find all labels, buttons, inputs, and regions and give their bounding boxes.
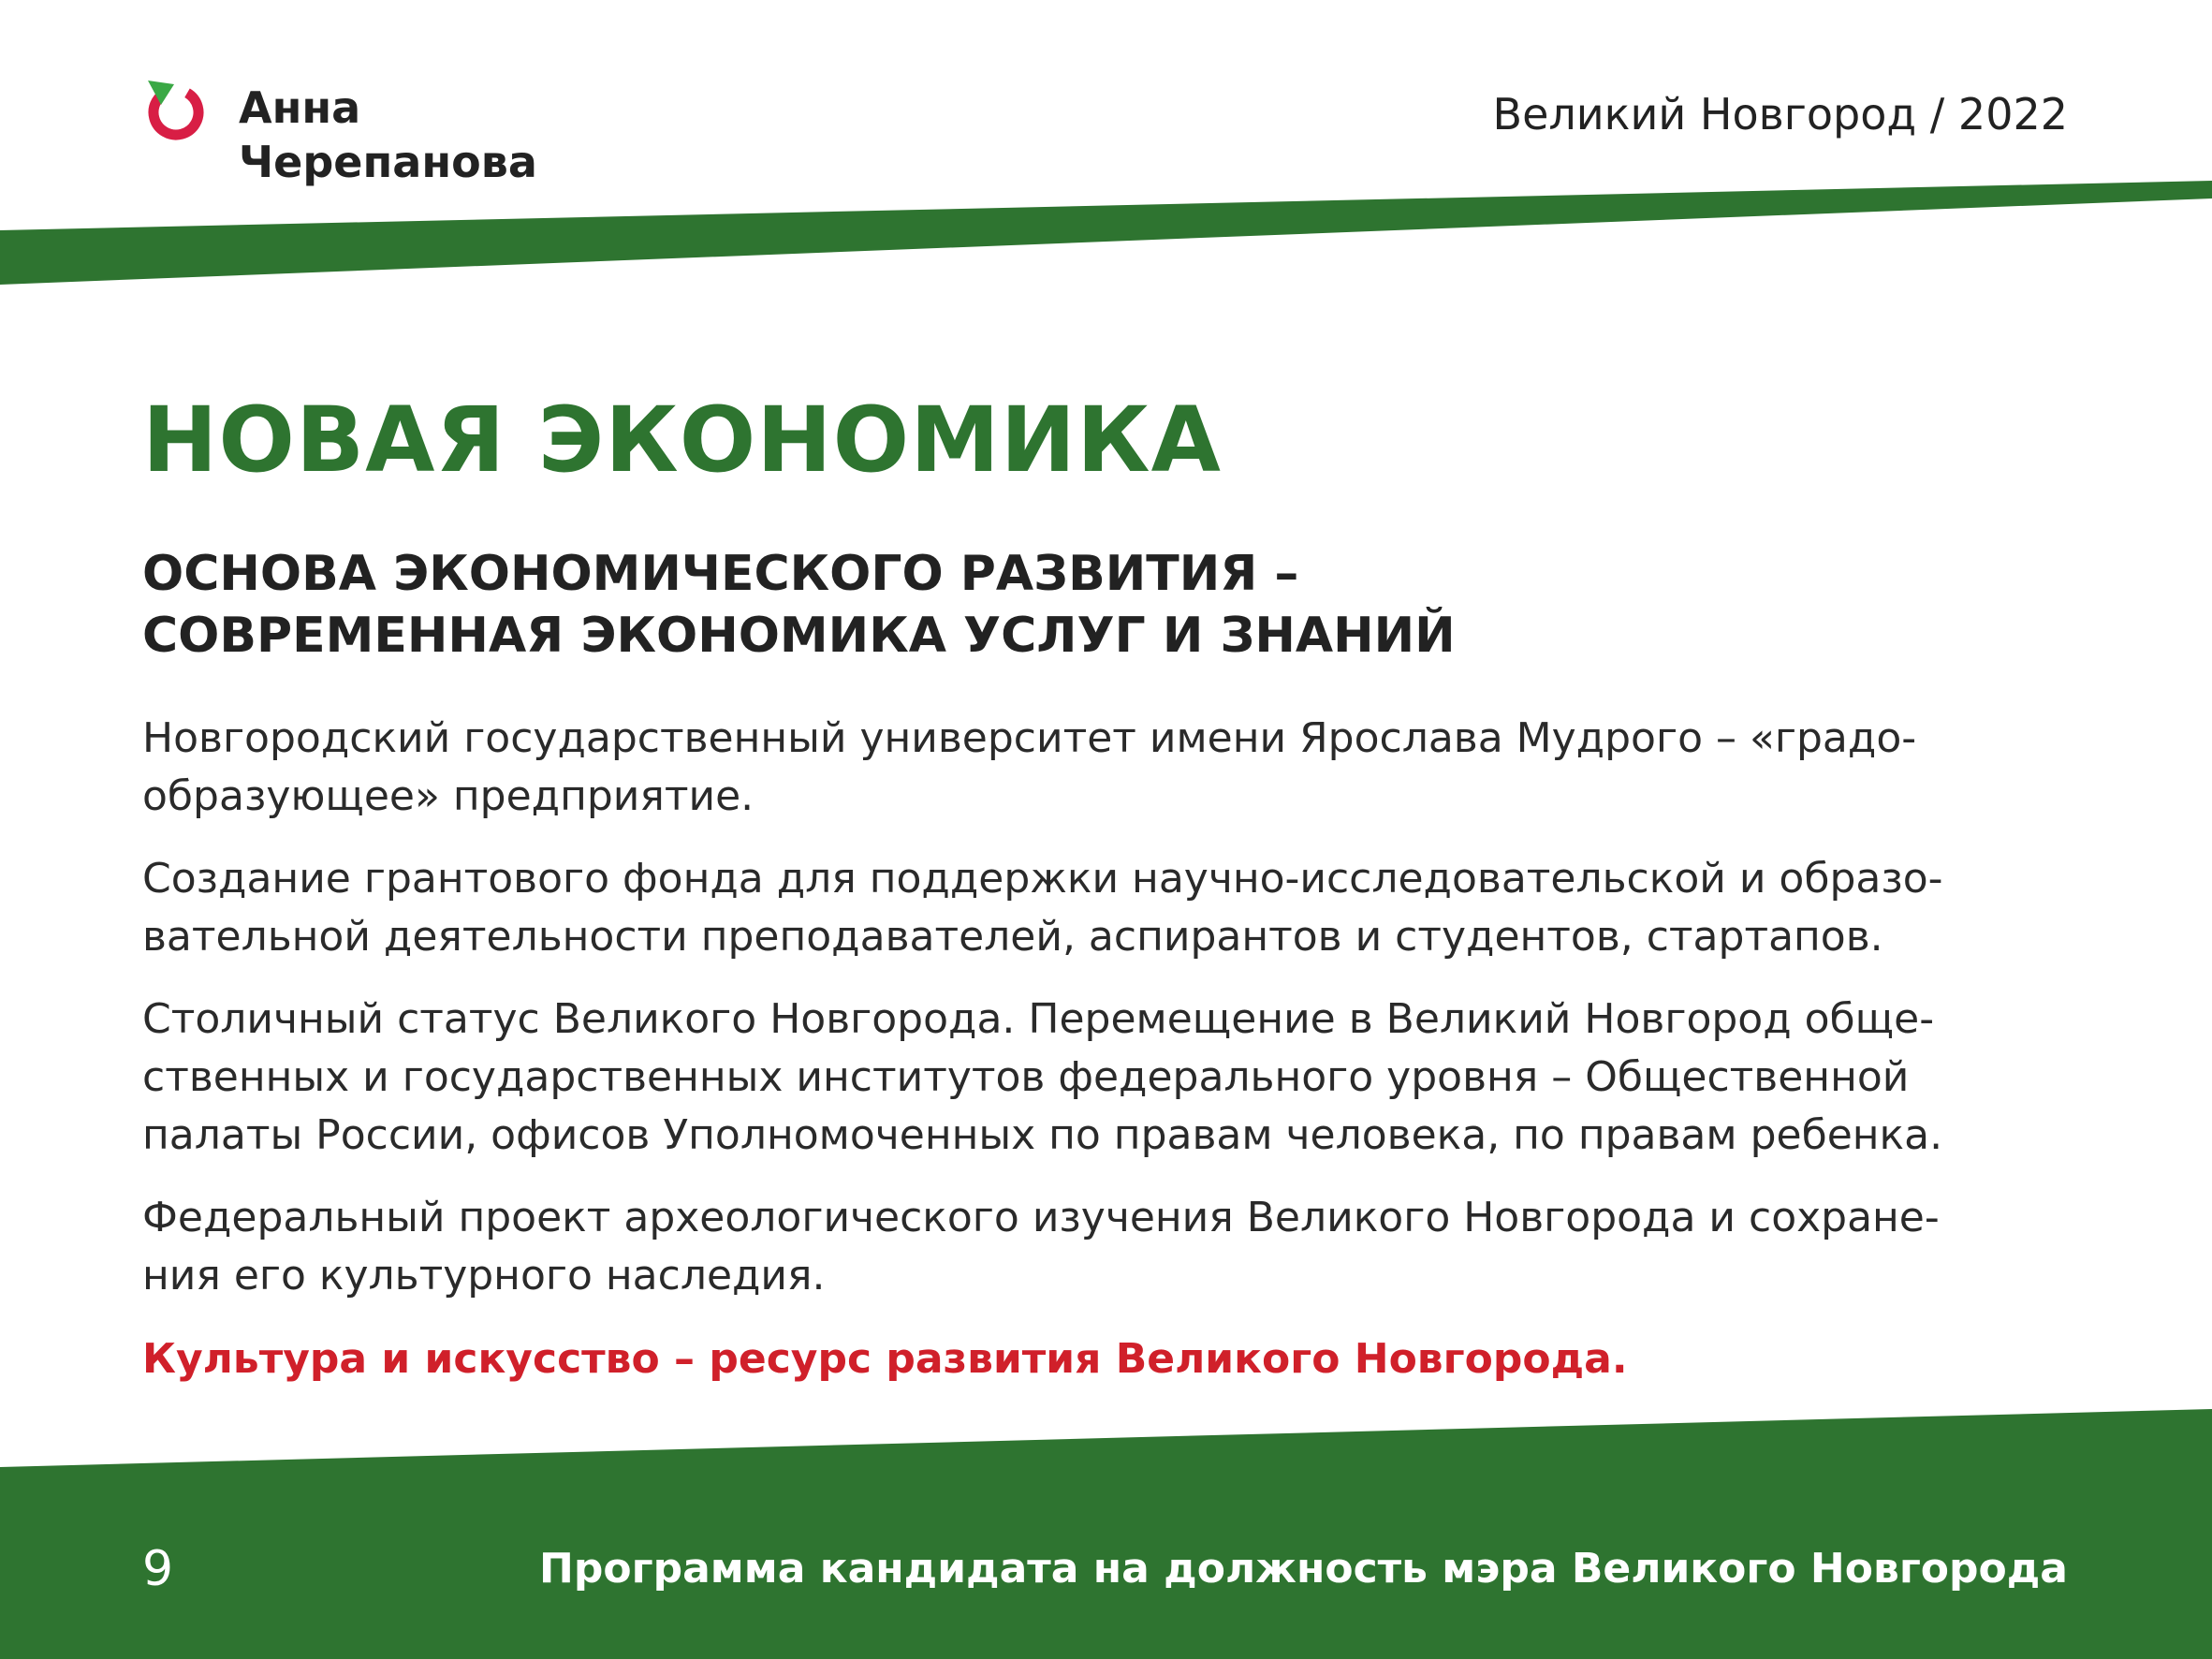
paragraph-university [142,710,2071,826]
paragraph-line: образующее» предприятие. [142,772,754,820]
paragraph-line: Федеральный проект археологического изучения Великого Новгорода и сохране- [142,1194,1940,1241]
paragraph-line: ственных и государственных институтов федерального уровня – Общественной [142,1053,1910,1101]
header-green-stripe [0,181,2212,285]
body-text [142,710,2071,1329]
highlight-statement: Культура и искусство – ресурс развития Великого Новгорода. [142,1335,1628,1383]
city-year: Великий Новгород / 2022 [1492,89,2068,139]
paragraph-grant-fund [142,850,2071,966]
page-number: 9 [142,1541,174,1597]
paragraph-archaeology [142,1189,2071,1305]
paragraph-line: ния его культурного наследия. [142,1252,826,1299]
paragraph-capital-status [142,991,2071,1165]
subtitle-line: ОСНОВА ЭКОНОМИЧЕСКОГО РАЗВИТИЯ – [142,546,1299,602]
paragraph-line: Новгородский государственный университет имени Ярослава Мудрого – «градо- [142,714,1917,762]
author-name [239,81,537,189]
paragraph-line: вательной деятельности преподавателей, аспирантов и студентов, стартапов. [142,913,1883,961]
subtitle-line: СОВРЕМЕННАЯ ЭКОНОМИКА УСЛУГ И ЗНАНИЙ [142,608,1456,664]
paragraph-line: Создание грантового фонда для поддержки научно-исследовательской и образо- [142,855,1943,903]
page-title: НОВАЯ ЭКОНОМИКА [142,388,1222,492]
author-last-name: Черепанова [239,137,537,187]
author-first-name: Анна [239,82,361,133]
footer-green-band [0,1409,2212,1659]
paragraph-line: Столичный статус Великого Новгорода. Перемещение в Великий Новгород обще- [142,995,1935,1043]
footer-caption: Программа кандидата на должность мэра Великого Новгорода [539,1545,2068,1593]
refresh-circle-logo-icon [142,75,210,142]
paragraph-line: палаты России, офисов Уполномоченных по правам человека, по правам ребенка. [142,1111,1943,1159]
section-subtitle [142,543,1734,667]
